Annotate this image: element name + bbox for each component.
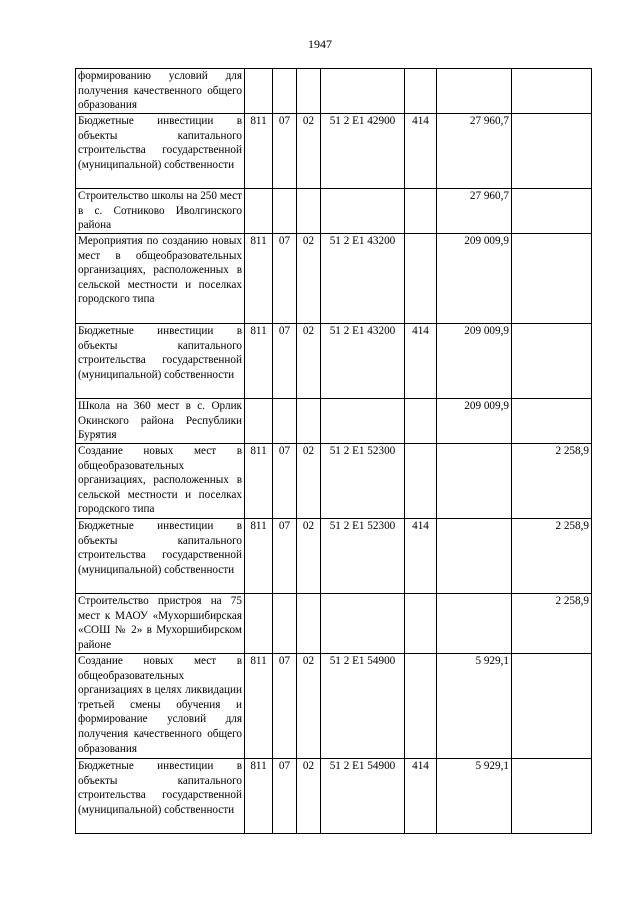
subsection-code <box>297 69 321 114</box>
expense-type: 414 <box>405 114 437 189</box>
row-name: формированию условий для получения качественного общего образования <box>76 69 245 114</box>
section-code: 07 <box>273 234 297 324</box>
amount-current-year <box>437 594 512 654</box>
row-name: Бюджетные инвестиции в объекты капитального строительства государственной (муниципальной) собственности <box>76 519 245 594</box>
subsection-code: 02 <box>297 324 321 399</box>
target-article: 51 2 E1 54900 <box>321 759 405 834</box>
expense-type: 414 <box>405 519 437 594</box>
subsection-code: 02 <box>297 114 321 189</box>
row-name: Строительство пристроя на 75 мест к МАОУ «Мухоршибирская «СОШ № 2» в Мухоршибирском районе <box>76 594 245 654</box>
amount-next-year: 2 258,9 <box>512 519 592 594</box>
page-number: 1947 <box>308 37 332 51</box>
ministry-code <box>245 69 273 114</box>
amount-current-year: 209 009,9 <box>437 399 512 444</box>
expense-type <box>405 189 437 234</box>
target-article: 51 2 E1 43200 <box>321 234 405 324</box>
expense-type <box>405 594 437 654</box>
subsection-code: 02 <box>297 444 321 519</box>
table-row <box>76 444 592 519</box>
section-code <box>273 399 297 444</box>
section-code: 07 <box>273 519 297 594</box>
amount-current-year: 209 009,9 <box>437 234 512 324</box>
ministry-code <box>245 594 273 654</box>
amount-current-year: 5 929,1 <box>437 654 512 759</box>
ministry-code: 811 <box>245 324 273 399</box>
table-row <box>76 399 592 444</box>
ministry-code: 811 <box>245 654 273 759</box>
expense-type <box>405 234 437 324</box>
table-row <box>76 189 592 234</box>
amount-next-year <box>512 69 592 114</box>
ministry-code: 811 <box>245 759 273 834</box>
row-name: Создание новых мест в общеобразовательных организациях в целях ликвидации третьей смены обучения и формирование условий для получения качественного общего образования <box>76 654 245 759</box>
target-article: 51 2 E1 42900 <box>321 114 405 189</box>
amount-current-year <box>437 519 512 594</box>
table-row <box>76 654 592 759</box>
row-name: Мероприятия по созданию новых мест в общеобразовательных организациях, расположенных в сельской местности и поселках городского типа <box>76 234 245 324</box>
row-name: Школа на 360 мест в с. Орлик Окинского района Республики Бурятия <box>76 399 245 444</box>
target-article: 51 2 E1 52300 <box>321 444 405 519</box>
ministry-code: 811 <box>245 519 273 594</box>
expense-type <box>405 399 437 444</box>
amount-current-year: 5 929,1 <box>437 759 512 834</box>
section-code: 07 <box>273 654 297 759</box>
table-row <box>76 519 592 594</box>
expense-type: 414 <box>405 759 437 834</box>
target-article <box>321 594 405 654</box>
amount-next-year <box>512 759 592 834</box>
amount-next-year <box>512 324 592 399</box>
budget-table <box>75 68 592 834</box>
expense-type <box>405 69 437 114</box>
table-row <box>76 594 592 654</box>
target-article <box>321 69 405 114</box>
amount-current-year: 27 960,7 <box>437 189 512 234</box>
amount-next-year <box>512 399 592 444</box>
target-article <box>321 399 405 444</box>
section-code: 07 <box>273 444 297 519</box>
amount-next-year <box>512 654 592 759</box>
subsection-code: 02 <box>297 234 321 324</box>
table-row <box>76 324 592 399</box>
row-name: Бюджетные инвестиции в объекты капитального строительства государственной (муниципальной) собственности <box>76 324 245 399</box>
ministry-code <box>245 189 273 234</box>
amount-next-year: 2 258,9 <box>512 594 592 654</box>
table-row <box>76 759 592 834</box>
amount-next-year <box>512 114 592 189</box>
row-name: Бюджетные инвестиции в объекты капитального строительства государственной (муниципальной) собственности <box>76 759 245 834</box>
amount-next-year <box>512 234 592 324</box>
expense-type <box>405 654 437 759</box>
amount-current-year <box>437 444 512 519</box>
amount-next-year <box>512 189 592 234</box>
table-row <box>76 234 592 324</box>
subsection-code: 02 <box>297 519 321 594</box>
subsection-code: 02 <box>297 654 321 759</box>
subsection-code <box>297 399 321 444</box>
target-article: 51 2 E1 43200 <box>321 324 405 399</box>
subsection-code <box>297 594 321 654</box>
ministry-code <box>245 399 273 444</box>
section-code: 07 <box>273 324 297 399</box>
ministry-code: 811 <box>245 234 273 324</box>
target-article: 51 2 E1 52300 <box>321 519 405 594</box>
subsection-code: 02 <box>297 759 321 834</box>
expense-type <box>405 444 437 519</box>
section-code <box>273 69 297 114</box>
amount-next-year: 2 258,9 <box>512 444 592 519</box>
row-name: Строительство школы на 250 мест в с. Сотниково Иволгинского района <box>76 189 245 234</box>
section-code <box>273 189 297 234</box>
section-code: 07 <box>273 759 297 834</box>
row-name: Бюджетные инвестиции в объекты капитального строительства государственной (муниципальной) собственности <box>76 114 245 189</box>
expense-type: 414 <box>405 324 437 399</box>
amount-current-year: 27 960,7 <box>437 114 512 189</box>
ministry-code: 811 <box>245 114 273 189</box>
target-article: 51 2 E1 54900 <box>321 654 405 759</box>
amount-current-year <box>437 69 512 114</box>
table-row <box>76 114 592 189</box>
section-code: 07 <box>273 114 297 189</box>
table-row <box>76 69 592 114</box>
amount-current-year: 209 009,9 <box>437 324 512 399</box>
row-name: Создание новых мест в общеобразовательных организациях, расположенных в сельской местности и поселках городского типа <box>76 444 245 519</box>
subsection-code <box>297 189 321 234</box>
ministry-code: 811 <box>245 444 273 519</box>
target-article <box>321 189 405 234</box>
section-code <box>273 594 297 654</box>
